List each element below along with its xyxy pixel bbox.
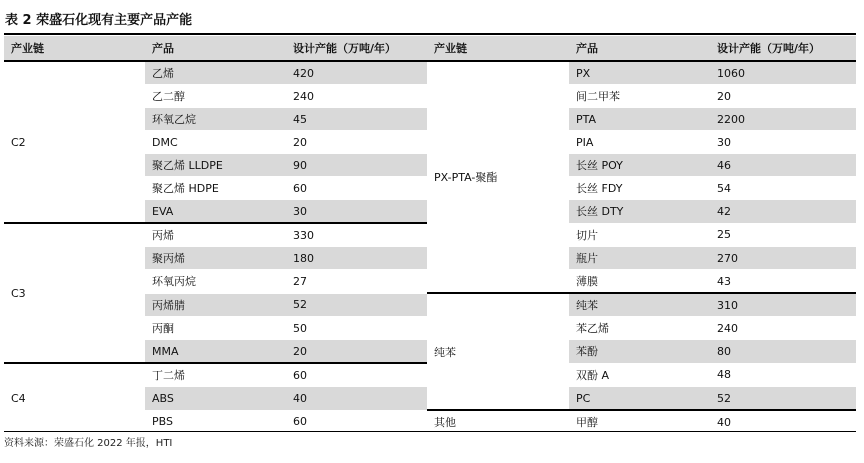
- capacity-cell: 27: [286, 270, 427, 294]
- capacity-cell: 54: [710, 177, 856, 200]
- product-cell: 长丝 FDY: [569, 177, 710, 200]
- product-cell: PBS: [145, 410, 286, 434]
- product-cell: 薄膜: [569, 270, 710, 294]
- capacity-cell: 52: [710, 387, 856, 411]
- product-cell: ABS: [145, 387, 286, 411]
- capacity-cell: 48: [710, 363, 856, 387]
- capacity-cell: 180: [286, 247, 427, 270]
- product-cell: 长丝 DTY: [569, 200, 710, 224]
- capacity-cell: 30: [710, 131, 856, 154]
- product-cell: 苯酚: [569, 340, 710, 364]
- product-cell: 间二甲苯: [569, 85, 710, 108]
- capacity-cell: 90: [286, 154, 427, 177]
- product-cell: 聚乙烯 HDPE: [145, 177, 286, 200]
- product-cell: 丙烯: [145, 223, 286, 247]
- bottom-rule: [4, 431, 856, 432]
- capacity-cell: 50: [286, 317, 427, 340]
- capacity-cell: 1060: [710, 61, 856, 85]
- capacity-cell: 25: [710, 223, 856, 247]
- product-cell: MMA: [145, 340, 286, 364]
- capacity-cell: 60: [286, 363, 427, 387]
- chain-cell: 纯苯: [427, 293, 569, 410]
- chain-cell: PX-PTA-聚酯: [427, 61, 569, 293]
- capacity-cell: 80: [710, 340, 856, 364]
- header-capacity-right: 设计产能（万吨/年）: [710, 36, 856, 61]
- product-cell: 环氧乙烷: [145, 108, 286, 131]
- capacity-cell: 60: [286, 177, 427, 200]
- capacity-cell: 43: [710, 270, 856, 294]
- chain-cell: 其他: [427, 410, 569, 434]
- product-cell: 苯乙烯: [569, 317, 710, 340]
- product-cell: 甲醇: [569, 410, 710, 434]
- header-row: [4, 36, 856, 61]
- product-cell: PC: [569, 387, 710, 411]
- capacity-cell: 270: [710, 247, 856, 270]
- capacity-cell: 20: [710, 85, 856, 108]
- product-cell: 聚丙烯: [145, 247, 286, 270]
- product-cell: 瓶片: [569, 247, 710, 270]
- capacity-cell: 45: [286, 108, 427, 131]
- product-cell: 丁二烯: [145, 363, 286, 387]
- chain-cell: C3: [4, 223, 145, 363]
- product-cell: PTA: [569, 108, 710, 131]
- table-title: 表 2 荣盛石化现有主要产品产能: [5, 13, 193, 28]
- capacity-cell: 60: [286, 410, 427, 434]
- product-cell: 乙二醇: [145, 85, 286, 108]
- product-cell: 丙烯腈: [145, 293, 286, 317]
- capacity-cell: 2200: [710, 108, 856, 131]
- capacity-cell: 52: [286, 293, 427, 317]
- capacity-cell: 30: [286, 200, 427, 224]
- product-cell: 乙烯: [145, 61, 286, 85]
- product-cell: PX: [569, 61, 710, 85]
- product-cell: PIA: [569, 131, 710, 154]
- top-rule: [4, 33, 856, 35]
- header-product-right: 产品: [569, 36, 710, 61]
- product-cell: 纯苯: [569, 293, 710, 317]
- table-row: [4, 61, 856, 85]
- product-cell: 切片: [569, 223, 710, 247]
- product-cell: DMC: [145, 131, 286, 154]
- capacity-table: [4, 36, 856, 434]
- capacity-cell: 240: [710, 317, 856, 340]
- capacity-cell: 40: [286, 387, 427, 411]
- capacity-cell: 240: [286, 85, 427, 108]
- capacity-cell: 330: [286, 223, 427, 247]
- product-cell: 环氧丙烷: [145, 270, 286, 294]
- header-capacity-left: 设计产能（万吨/年）: [286, 36, 427, 61]
- product-cell: 长丝 POY: [569, 154, 710, 177]
- capacity-cell: 42: [710, 200, 856, 224]
- chain-cell: C4: [4, 363, 145, 434]
- capacity-cell: 20: [286, 340, 427, 364]
- product-cell: 丙酮: [145, 317, 286, 340]
- header-chain-right: 产业链: [427, 36, 569, 61]
- product-cell: 双酚 A: [569, 363, 710, 387]
- chain-cell: C2: [4, 61, 145, 223]
- source-note: 资料来源：荣盛石化 2022 年报，HTI: [4, 438, 173, 449]
- product-cell: 聚乙烯 LLDPE: [145, 154, 286, 177]
- capacity-cell: 310: [710, 293, 856, 317]
- capacity-cell: 46: [710, 154, 856, 177]
- product-cell: EVA: [145, 200, 286, 224]
- capacity-cell: 20: [286, 131, 427, 154]
- header-product-left: 产品: [145, 36, 286, 61]
- capacity-cell: 420: [286, 61, 427, 85]
- capacity-cell: 40: [710, 410, 856, 434]
- header-chain-left: 产业链: [4, 36, 145, 61]
